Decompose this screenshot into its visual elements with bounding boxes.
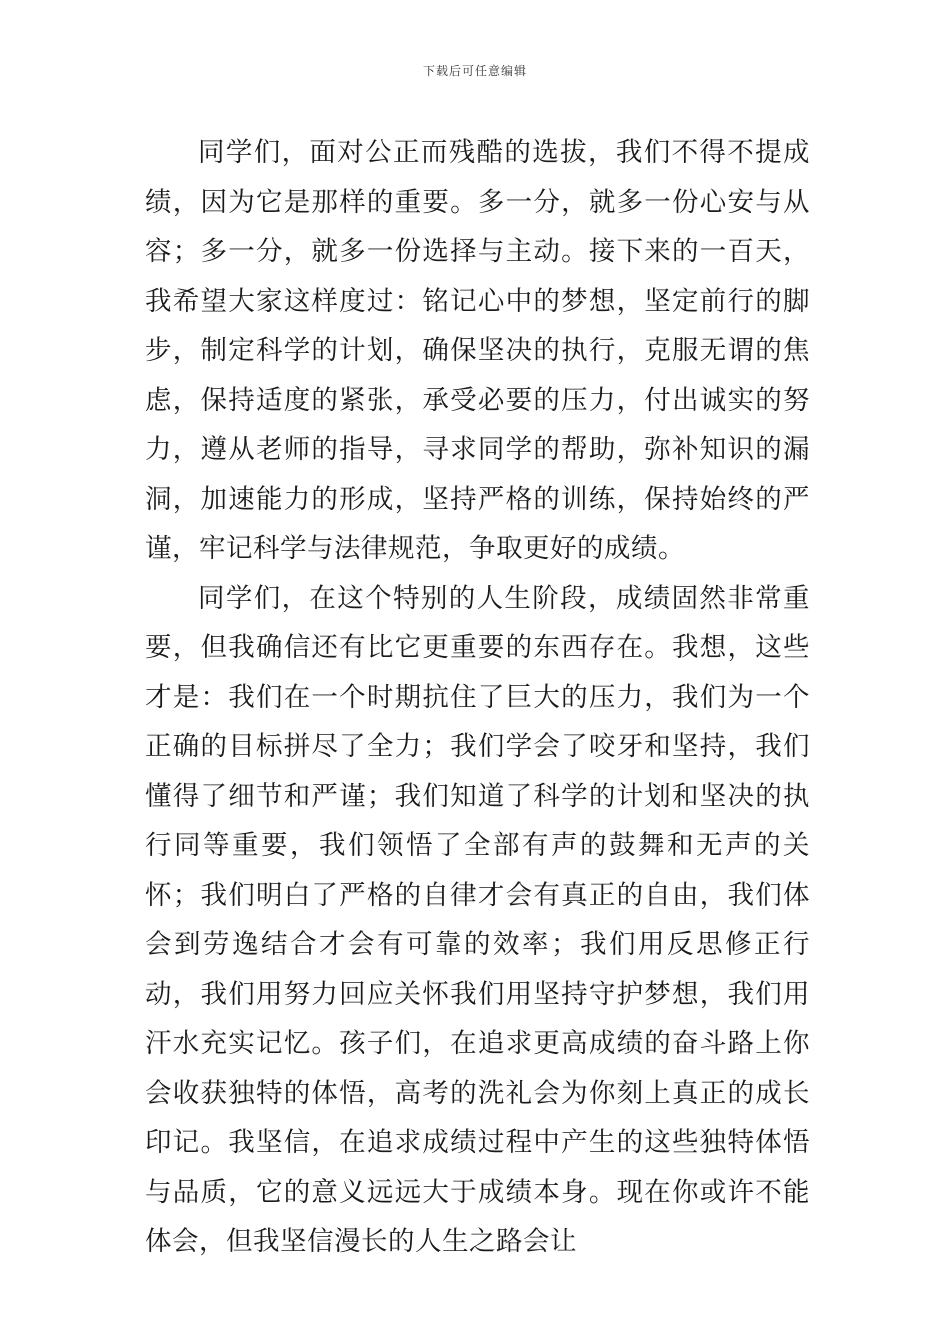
paragraph-2: 同学们，在这个特别的人生阶段，成绩固然非常重要，但我确信还有比它更重要的东西存在。我想，这些才是：我们在一个时期抗住了巨大的压力，我们为一个正确的目标拼尽了全力；我们学会了咬牙和坚持，我们懂得了细节和严谨；我们知道了科学的计划和坚决的执行同等重要，我们领悟了全部有声的鼓舞和无声的关怀；我们明白了严格的自律才会有真正的自由，我们体会到劳逸结合才会有可靠的效率；我们用反思修正行动，我们用努力回应关怀我们用坚持守护梦想，我们用汗水充实记忆。孩子们，在追求更高成绩的奋斗路上你会收获独特的体悟，高考的洗礼会为你刻上真正的成长印记。我坚信，在追求成绩过程中产生的这些独特体悟与品质，它的意义远远大于成绩本身。现在你或许不能体会，但我坚信漫长的人生之路会让 xyxy=(145,582,810,1257)
paragraph-1: 同学们，面对公正而残酷的选拔，我们不得不提成绩，因为它是那样的重要。多一分，就多一份心安与从容；多一分，就多一份选择与主动。接下来的一百天，我希望大家这样度过：铭记心中的梦想，坚定前行的脚步，制定科学的计划，确保坚决的执行，克服无谓的焦虑，保持适度的紧张，承受必要的压力，付出诚实的努力，遵从老师的指导，寻求同学的帮助，弥补知识的漏洞，加速能力的形成，坚持严格的训练，保持始终的严谨，牢记科学与法律规范，争取更好的成绩。 xyxy=(145,137,810,564)
header-note: 下载后可任意编辑 xyxy=(422,64,527,78)
document-body xyxy=(145,128,810,1267)
